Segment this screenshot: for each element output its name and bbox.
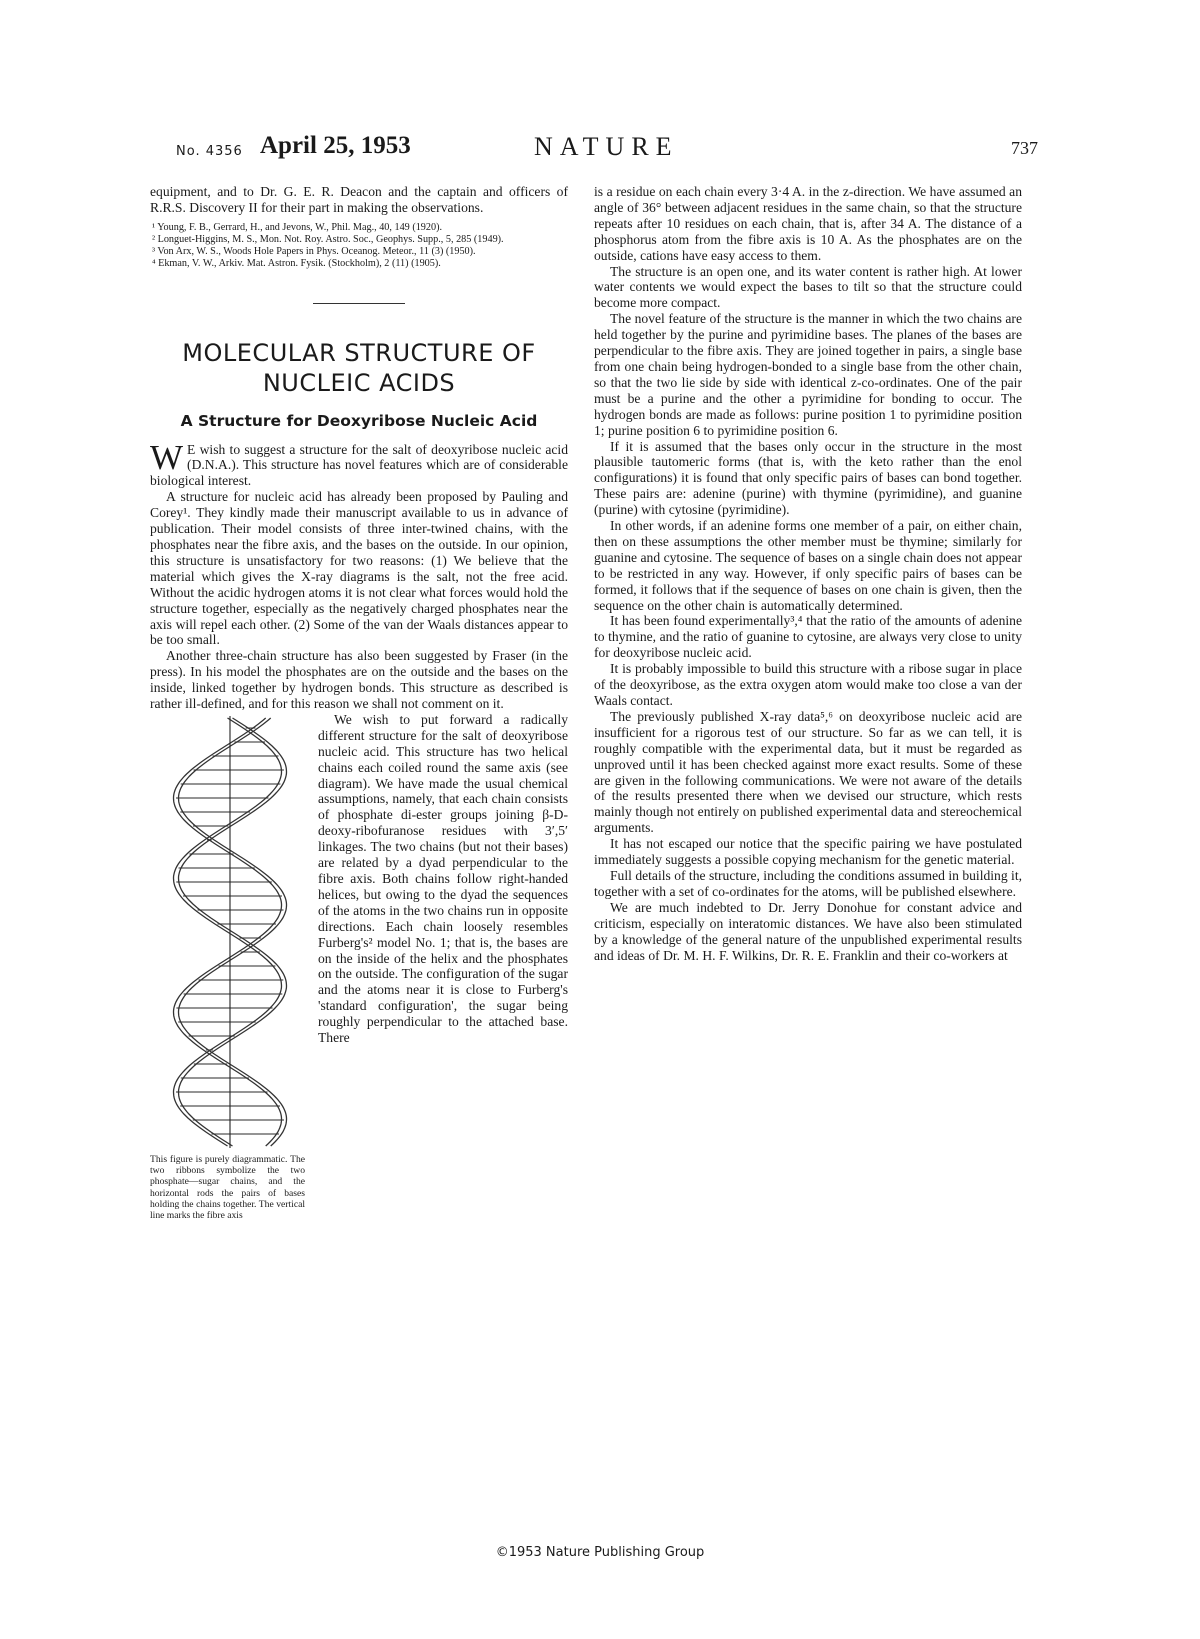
- issue-date: April 25, 1953: [260, 132, 411, 159]
- opening-paragraph-text: E wish to suggest a structure for the salt of deoxyribose nucleic acid (D.N.A.). This structure has novel features which are of considerable biological interest.: [150, 441, 568, 489]
- body-paragraph: It has not escaped our notice that the specific pairing we have postulated immediately suggests a possible copying mechanism for the genetic material.: [594, 836, 1022, 868]
- body-paragraph: Another three-chain structure has also been suggested by Fraser (in the press). In his model the phosphates are on the outside and the bases on the inside, linked together by hydrogen bonds. This structure as described is rather ill-defined, and for this reason we shall not comment on it.: [150, 648, 568, 712]
- body-paragraph: We wish to put forward a radically different structure for the salt of deoxyribose nucleic acid. This structure has two helical chains each coiled round the same axis (see diagram). We have made the usual chemical assumptions, namely, that each chain consists of phosphate di-ester groups joining β-D-deoxy-ribofuranose residues with 3′,5′ linkages. The two chains (but not their bases) are related by a dyad perpendicular to the fibre axis. Both chains follow right-handed helices, but owing to the dyad the sequences of the atoms in the two chains run in opposite directions. Each chain loosely resembles Furberg's² model No. 1; that is, the bases are on the inside of the helix and the phosphates on the outside. The configuration of the sugar and the atoms near it is close to Furberg's 'standard configuration', the sugar being roughly perpendicular to the attached base. There: [318, 711, 568, 1046]
- article-subtitle: A Structure for Deoxyribose Nucleic Acid: [180, 411, 538, 430]
- body-paragraph: is a residue on each chain every 3·4 A. in the z-direction. We have assumed an angle of 36° between adjacent residues in the same chain, so that the structure repeats after 10 residues on each chain, that is, after 34 A. The distance of a phosphorus atom from the fibre axis is 10 A. As the phosphates are on the outside, cations have easy access to them.: [594, 184, 1022, 263]
- carryover-paragraph: equipment, and to Dr. G. E. R. Deacon and the captain and officers of R.R.S. Discovery II for their part in making the observations.: [150, 184, 568, 215]
- figure-caption: This figure is purely diagrammatic. The two ribbons symbolize the two phosphate—sugar chains, and the horizontal rods the pairs of bases holding the chains together. The vertical line marks the fibre axis: [150, 1153, 305, 1221]
- article-title: [150, 338, 568, 398]
- article-title-line: NUCLEIC ACIDS: [262, 368, 456, 397]
- reference-item: ³ Von Arx, W. S., Woods Hole Papers in Phys. Oceanog. Meteor., 11 (3) (1950).: [152, 246, 476, 258]
- body-paragraph: We are much indebted to Dr. Jerry Donohue for constant advice and criticism, especially on interatomic distances. We have also been stimulated by a knowledge of the general nature of the unpublished experimental results and ideas of Dr. M. H. F. Wilkins, Dr. R. E. Franklin and their co-workers at: [594, 899, 1022, 963]
- journal-title: NATURE: [534, 132, 679, 161]
- double-helix-diagram: [150, 712, 310, 1152]
- issue-number: No. 4356: [176, 144, 243, 159]
- body-paragraph: If it is assumed that the bases only occur in the structure in the most plausible tautomeric forms (that is, with the keto rather than the enol configurations) it is found that only specific pairs of bases can bond together. These pairs are: adenine (purine) with thymine (pyrimidine), and guanine (purine) with cytosine (pyrimidine).: [594, 438, 1022, 518]
- right-column: [594, 184, 1022, 963]
- body-paragraph: The previously published X-ray data⁵,⁶ on deoxyribose nucleic acid are insufficient for a rigorous test of our structure. So far as we can tell, it is roughly compatible with the experimental data, but it must be regarded as unproved until it has been checked against more exact results. Some of these are given in the following communications. We were not aware of the details of the results presented there when we devised our structure, which rests mainly though not entirely on published experimental data and stereochemical arguments.: [594, 708, 1022, 836]
- reference-item: ² Longuet-Higgins, M. S., Mon. Not. Roy. Astro. Soc., Geophys. Supp., 5, 285 (1949).: [152, 234, 504, 246]
- page-header: [176, 132, 1040, 166]
- reference-item: ¹ Young, F. B., Gerrard, H., and Jevons, W., Phil. Mag., 40, 149 (1920).: [152, 221, 443, 233]
- drop-cap: W: [150, 437, 184, 477]
- page-number: 737: [1011, 138, 1038, 158]
- opening-paragraph: [150, 437, 568, 490]
- left-column: [150, 184, 568, 1302]
- body-paragraph: A structure for nucleic acid has already been proposed by Pauling and Corey¹. They kindly made their manuscript available to us in advance of publication. Their model consists of three inter-twined chains, with the phosphates near the fibre axis, and the bases on the outside. In our opinion, this structure is unsatisfactory for two reasons: (1) We believe that the material which gives the X-ray diagrams is the salt, not the free acid. Without the acidic hydrogen atoms it is not clear what forces would hold the structure together, especially as the negatively charged phosphates near the axis will repel each other. (2) Some of the van der Waals distances appear to be too small.: [150, 489, 568, 648]
- reference-list: [150, 222, 568, 271]
- body-paragraph: It has been found experimentally³,⁴ that the ratio of the amounts of adenine to thymine, and the ratio of guanine to cytosine, are always very close to unity for deoxyribose nucleic acid.: [594, 613, 1022, 661]
- article-title-line: MOLECULAR STRUCTURE OF: [182, 338, 536, 367]
- body-paragraph: The novel feature of the structure is the manner in which the two chains are held together by the purine and pyrimidine bases. The planes of the bases are perpendicular to the fibre axis. They are joined together in pairs, a single base from one chain being hydrogen-bonded to a single base from the other chain, so that the two lie side by side with identical z-co-ordinates. One of the pair must be a purine and the other a pyrimidine for bonding to occur. The hydrogen bonds are made as follows: purine position 1 to pyrimidine position 1; purine position 6 to pyrimidine position 6.: [594, 311, 1022, 438]
- body-paragraph: Full details of the structure, including the conditions assumed in building it, together with a set of co-ordinates for the atoms, will be published elsewhere.: [594, 867, 1022, 899]
- section-divider: [313, 303, 405, 304]
- double-helix-figure: [150, 712, 310, 1302]
- body-paragraph: In other words, if an adenine forms one member of a pair, on either chain, then on these assumptions the other member must be thymine; similarly for guanine and cytosine. The sequence of bases on a single chain does not appear to be restricted in any way. However, if only specific pairs of bases can be formed, it follows that if the sequence of bases on one chain is given, then the sequence on the other chain is automatically determined.: [594, 518, 1022, 613]
- body-paragraph: The structure is an open one, and its water content is rather high. At lower water contents we would expect the bases to tilt so that the structure could become more compact.: [594, 263, 1022, 311]
- body-paragraph: It is probably impossible to build this structure with a ribose sugar in place of the deoxyribose, as the extra oxygen atom would make too close a van der Waals contact.: [594, 661, 1022, 708]
- copyright-footer: ©1953 Nature Publishing Group: [495, 1545, 705, 1560]
- reference-item: ⁴ Ekman, V. W., Arkiv. Mat. Astron. Fysik. (Stockholm), 2 (11) (1905).: [152, 258, 441, 270]
